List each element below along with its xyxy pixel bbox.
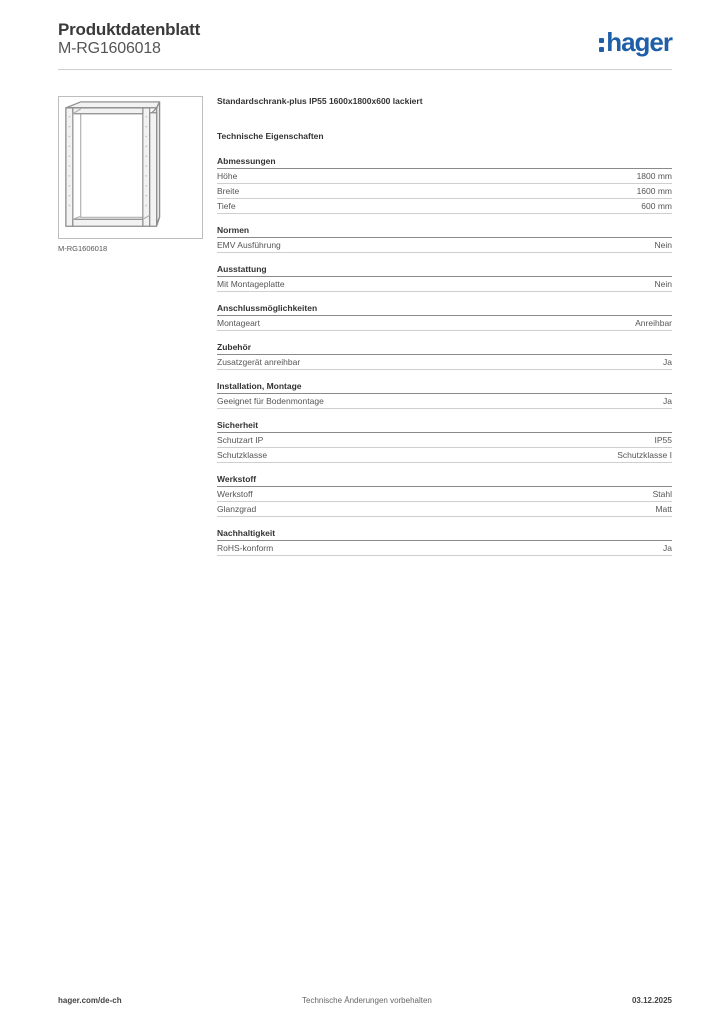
section-heading: Normen bbox=[217, 225, 672, 238]
spec-label: Tiefe bbox=[217, 201, 236, 211]
spec-row bbox=[217, 394, 672, 409]
spec-row bbox=[217, 199, 672, 214]
technical-properties-title: Technische Eigenschaften bbox=[217, 131, 324, 141]
spec-section bbox=[217, 528, 672, 556]
spec-label: Schutzart IP bbox=[217, 435, 264, 445]
page-header bbox=[58, 20, 672, 70]
spec-label: Breite bbox=[217, 186, 240, 196]
footer-date: 03.12.2025 bbox=[631, 996, 672, 1005]
product-image bbox=[58, 96, 203, 239]
product-title: Standardschrank-plus IP55 1600x1800x600 lackiert bbox=[217, 96, 423, 106]
section-heading: Anschlussmöglichkeiten bbox=[217, 303, 672, 316]
spec-label: Schutzklasse bbox=[217, 450, 268, 460]
spec-value: Nein bbox=[654, 279, 672, 289]
spec-value: 1600 mm bbox=[636, 186, 672, 196]
spec-row bbox=[217, 355, 672, 370]
cabinet-frame-illustration bbox=[59, 97, 202, 238]
section-heading: Abmessungen bbox=[217, 156, 672, 169]
document-title: Produktdatenblatt bbox=[58, 20, 201, 39]
section-heading: Ausstattung bbox=[217, 264, 672, 277]
spec-section bbox=[217, 342, 672, 370]
spec-value: Ja bbox=[663, 357, 672, 367]
product-code: M-RG1606018 bbox=[58, 40, 161, 57]
spec-value: Nein bbox=[654, 240, 672, 250]
spec-section bbox=[217, 420, 672, 463]
spec-label: Mit Montageplatte bbox=[217, 279, 285, 289]
spec-value: Stahl bbox=[652, 489, 672, 499]
spec-row bbox=[217, 502, 672, 517]
spec-label: Montageart bbox=[217, 318, 260, 328]
spec-label: Zusatzgerät anreihbar bbox=[217, 357, 301, 367]
spec-value: Matt bbox=[655, 504, 672, 514]
spec-row bbox=[217, 541, 672, 556]
spec-section bbox=[217, 474, 672, 517]
spec-section bbox=[217, 381, 672, 409]
image-caption: M-RG1606018 bbox=[58, 244, 108, 253]
spec-row bbox=[217, 238, 672, 253]
spec-content bbox=[217, 96, 672, 556]
section-heading: Installation, Montage bbox=[217, 381, 672, 394]
spec-value: Schutzklasse I bbox=[617, 450, 672, 460]
spec-value: 600 mm bbox=[641, 201, 672, 211]
hager-logo bbox=[599, 29, 672, 55]
spec-section bbox=[217, 156, 672, 214]
logo-text: hager bbox=[606, 27, 672, 57]
spec-row bbox=[217, 316, 672, 331]
spec-row bbox=[217, 184, 672, 199]
footer-website: hager.com/de-ch bbox=[58, 996, 122, 1005]
spec-value: Ja bbox=[663, 396, 672, 406]
spec-row bbox=[217, 433, 672, 448]
spec-row bbox=[217, 448, 672, 463]
section-heading: Werkstoff bbox=[217, 474, 672, 487]
logo-dots-icon bbox=[599, 36, 604, 53]
spec-section bbox=[217, 303, 672, 331]
spec-section bbox=[217, 264, 672, 292]
spec-value: IP55 bbox=[654, 435, 672, 445]
section-heading: Nachhaltigkeit bbox=[217, 528, 672, 541]
section-heading: Zubehör bbox=[217, 342, 672, 355]
spec-value: Ja bbox=[663, 543, 672, 553]
page-footer bbox=[58, 996, 672, 1010]
spec-label: RoHS-konform bbox=[217, 543, 274, 553]
spec-value: 1800 mm bbox=[636, 171, 672, 181]
spec-label: EMV Ausführung bbox=[217, 240, 281, 250]
section-heading: Sicherheit bbox=[217, 420, 672, 433]
spec-label: Geeignet für Bodenmontage bbox=[217, 396, 324, 406]
spec-label: Höhe bbox=[217, 171, 238, 181]
spec-label: Werkstoff bbox=[217, 489, 253, 499]
spec-value: Anreihbar bbox=[635, 318, 672, 328]
spec-row bbox=[217, 487, 672, 502]
footer-disclaimer: Technische Änderungen vorbehalten bbox=[302, 996, 432, 1005]
spec-row bbox=[217, 169, 672, 184]
spec-label: Glanzgrad bbox=[217, 504, 257, 514]
spec-row bbox=[217, 277, 672, 292]
spec-section bbox=[217, 225, 672, 253]
spec-sections bbox=[217, 156, 672, 556]
